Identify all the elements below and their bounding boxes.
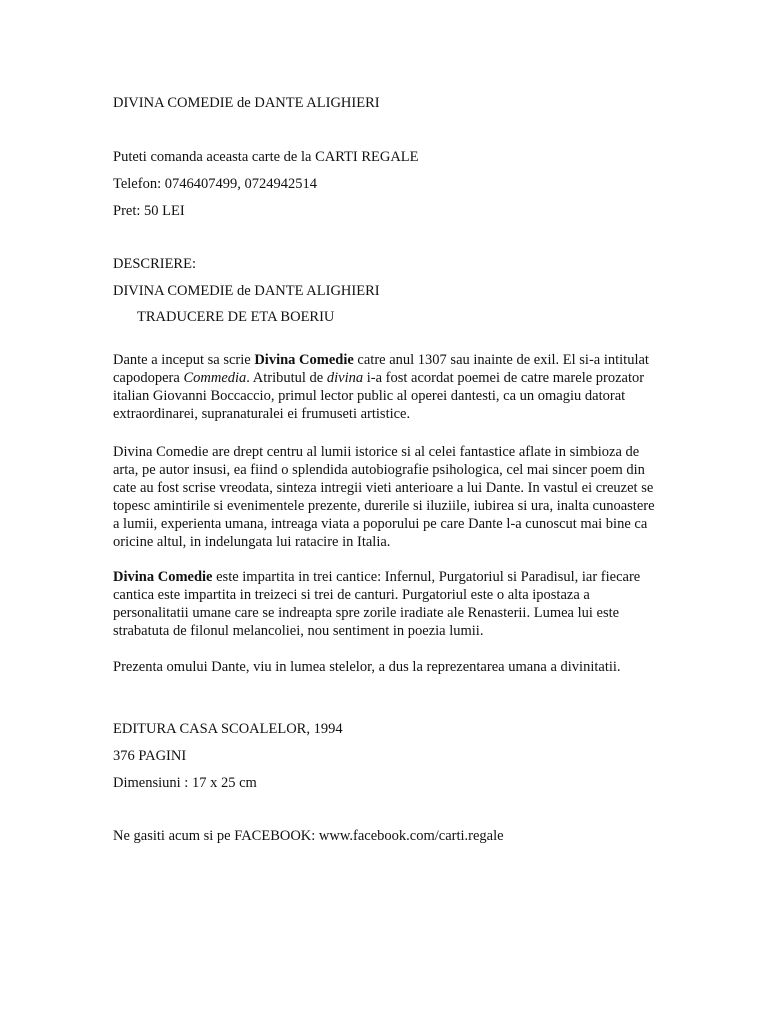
translation-credit: TRADUCERE DE ETA BOERIU [137,309,335,325]
order-info: Puteti comanda aceasta carte de la CARTI REGALE [113,149,419,165]
paragraph-1 [113,351,658,423]
document-title: DIVINA COMEDIE de DANTE ALIGHIERI [113,95,380,111]
paragraph-1-text: Dante a inceput sa scrie [113,352,255,368]
paragraph-1-bold-title: Divina Comedie [254,352,354,368]
paragraph-1-text: catre anul 1307 sau inainte de exil. El si-a intitulat capodopera [113,352,649,386]
paragraph-3 [113,568,658,640]
phone-info: Telefon: 0746407499, 0724942514 [113,176,317,192]
paragraph-3-bold-title: Divina Comedie [113,569,213,585]
price-info: Pret: 50 LEI [113,203,185,219]
dimensions-info: Dimensiuni : 17 x 25 cm [113,775,257,791]
paragraph-2: Divina Comedie are drept centru al lumii istorice si al celei fantastice aflate in simbioza de arta, pe autor insusi, ea fiind o splendida autobiografie psihologica, cel mai sincer poem din cate au fost scrise vreodata, sinteza intregii vieti anterioare a lui Dante. In vastul ei creuzet se topesc amintirile si evenimentele prezente, durerile si iluziile, iubirea si ura, inalta cunoastere a lumii, experienta umana, intreaga viata a poporului pe care Dante l-a cunoscut mai bine ca oricine altul, in indelungata lui ratacire in Italia. [113,444,655,550]
paragraph-1-italic-divina: divina [326,370,364,386]
paragraph-4: Prezenta omului Dante, viu in lumea stelelor, a dus la reprezentarea umana a divinitatii. [113,659,621,675]
paragraph-1-text: . Atributul de [246,370,327,386]
paragraph-1-text: i-a fost acordat poemei de catre marele prozator italian Giovanni Boccaccio, primul lector public al operei dantesti, ca un omagiu datorat extraordinarei, supranaturalei ei frumuseti artistice. [113,370,645,422]
paragraph-3-text: este impartita in trei cantice: Infernul, Purgatoriul si Paradisul, iar fiecare cantica este impartita in treizeci si trei de canturi. Purgatoriul este o alta ipostaza a personalitatii umane care se indreapta spre zorile iradiate ale Renasterii. Lumea lui este strabatuta de filonul melancoliei, nou sentiment in poezia lumii. [113,569,641,639]
publisher-info: EDITURA CASA SCOALELOR, 1994 [113,721,343,737]
page-count: 376 PAGINI [113,748,187,764]
facebook-info: Ne gasiti acum si pe FACEBOOK: www.facebook.com/carti.regale [113,828,504,844]
paragraph-1-italic-commedia: Commedia [183,370,247,386]
description-heading: DESCRIERE: [113,256,196,272]
book-title: DIVINA COMEDIE de DANTE ALIGHIERI [113,283,380,299]
